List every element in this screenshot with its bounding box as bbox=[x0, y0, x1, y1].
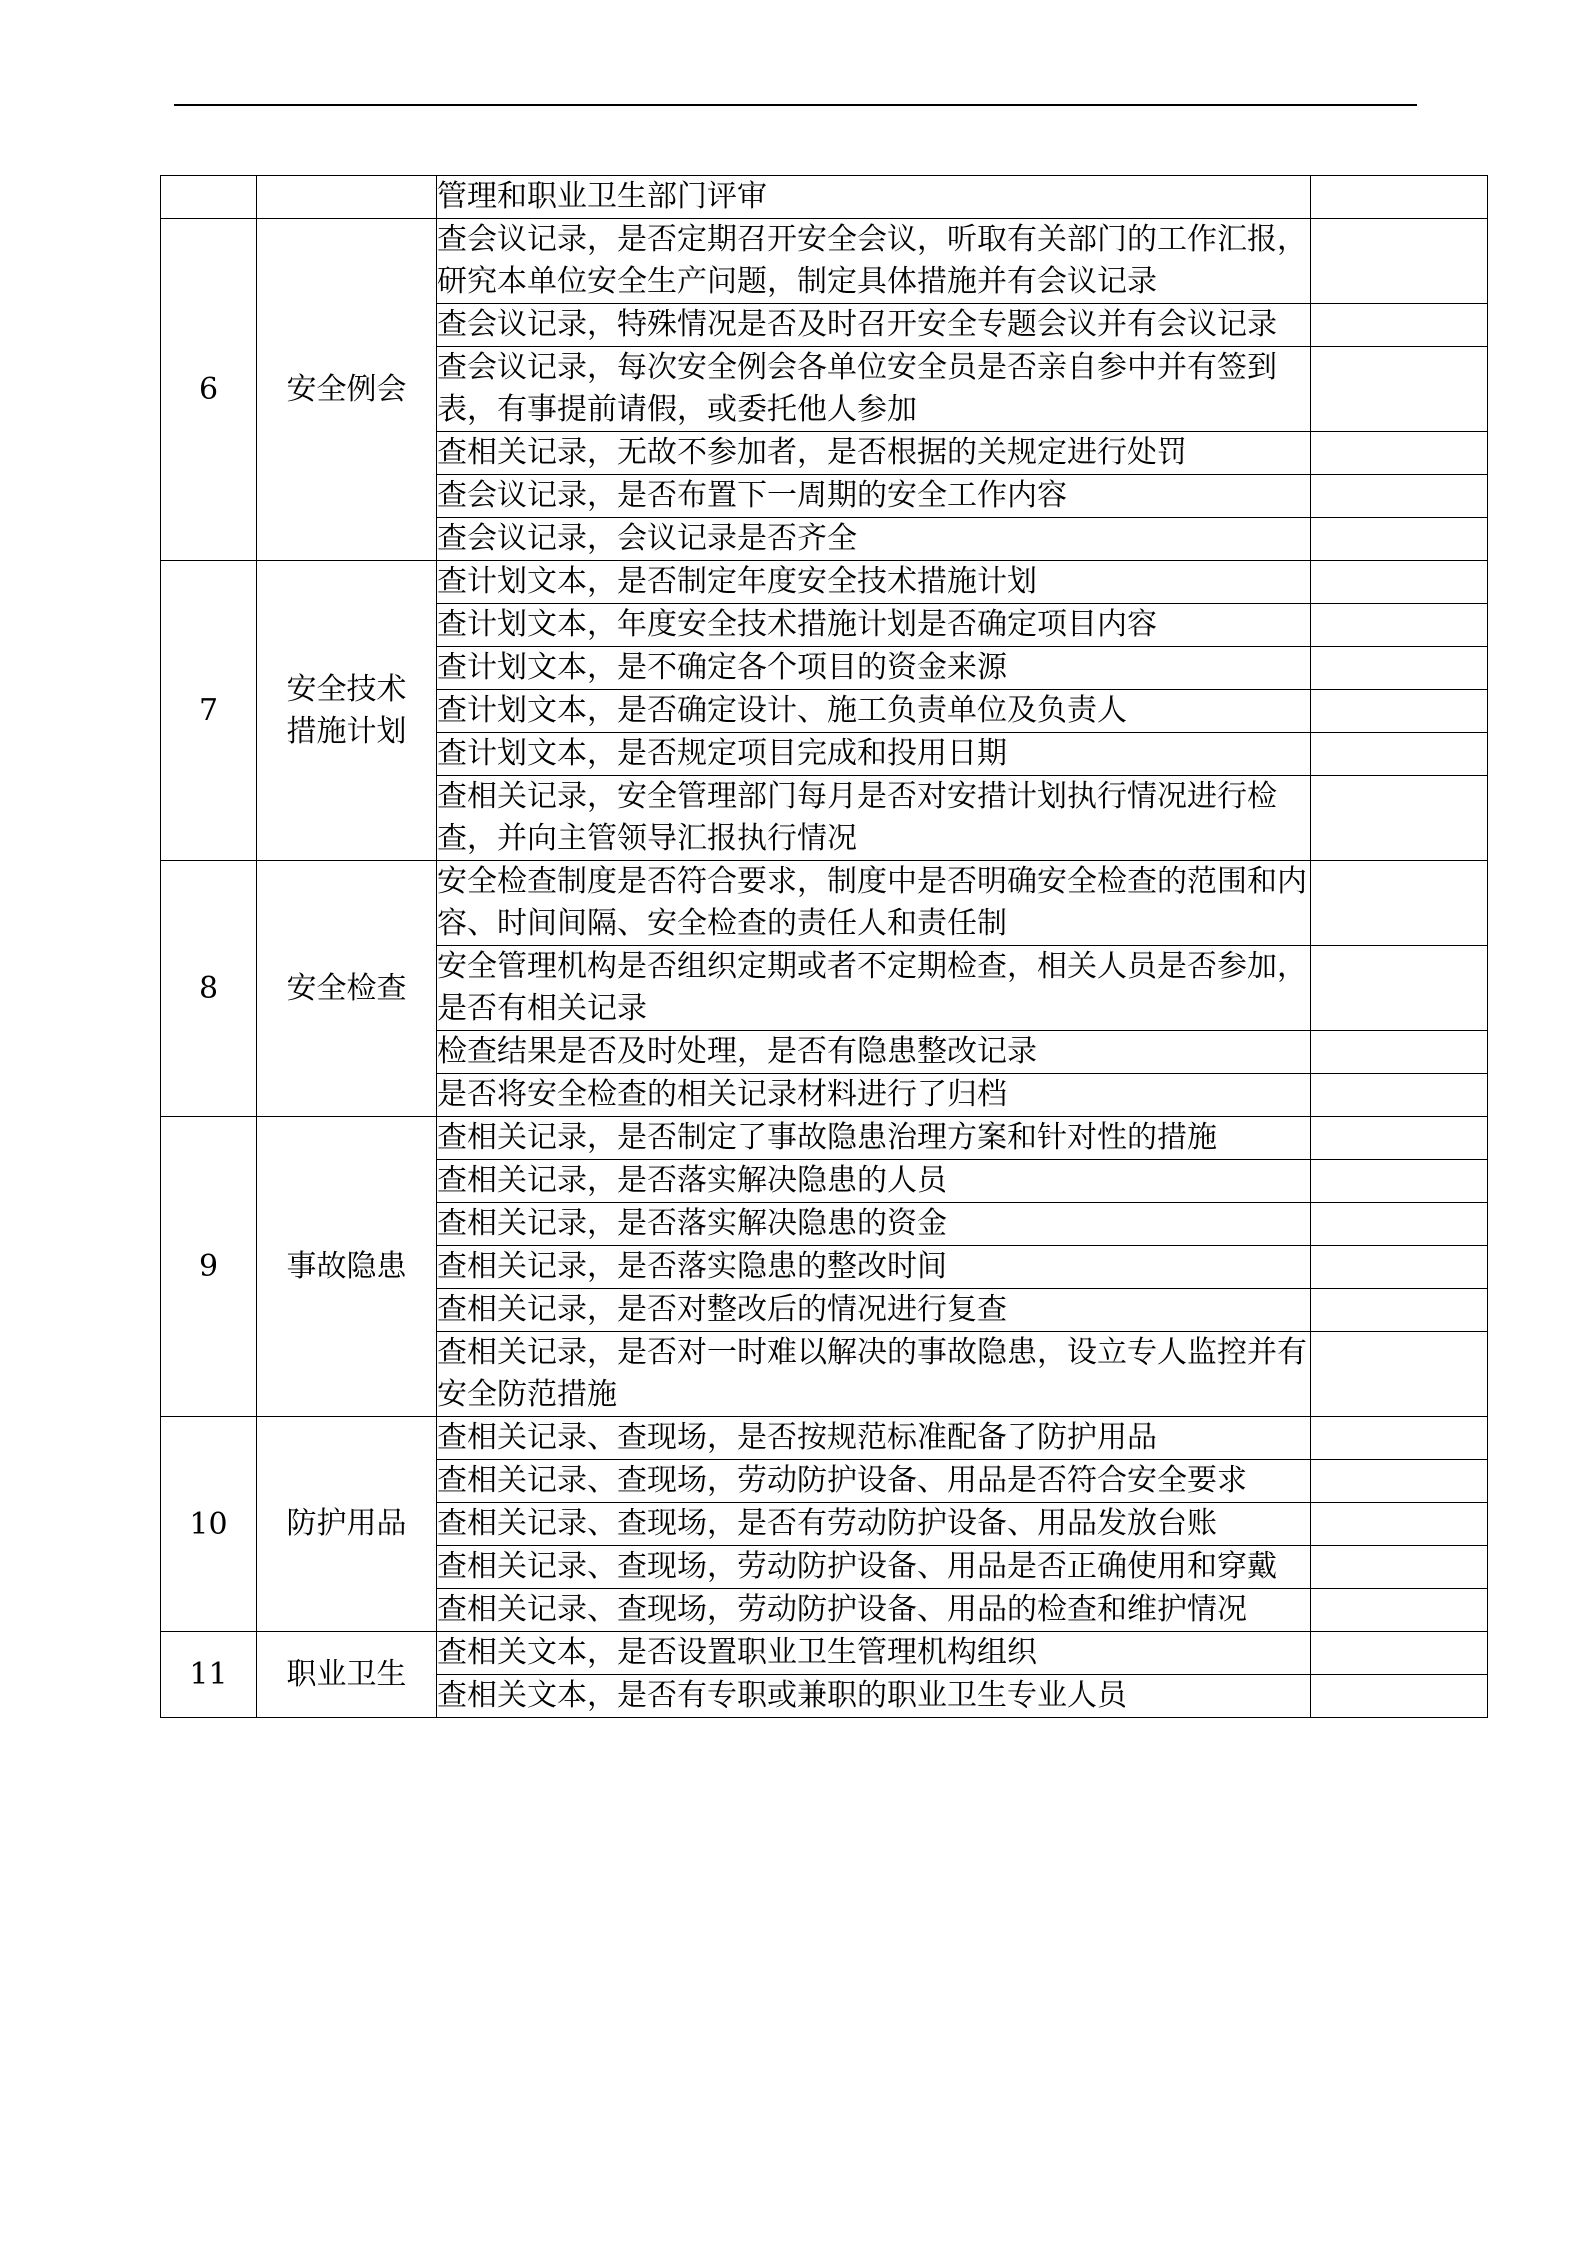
check-item: 查相关记录、查现场，劳动防护设备、用品是否正确使用和穿戴 bbox=[437, 1546, 1311, 1589]
section-category: 职业卫生 bbox=[257, 1632, 437, 1718]
section-category: 事故隐患 bbox=[257, 1117, 437, 1417]
table-row bbox=[161, 561, 1488, 604]
check-item: 查会议记录，会议记录是否齐全 bbox=[437, 518, 1311, 561]
check-item: 安全管理机构是否组织定期或者不定期检查，相关人员是否参加，是否有相关记录 bbox=[437, 946, 1311, 1031]
result-cell bbox=[1311, 1031, 1488, 1074]
result-cell bbox=[1311, 861, 1488, 946]
result-cell bbox=[1311, 347, 1488, 432]
table-row bbox=[161, 861, 1488, 946]
check-item: 查计划文本，是不确定各个项目的资金来源 bbox=[437, 647, 1311, 690]
result-cell bbox=[1311, 518, 1488, 561]
section-number: 10 bbox=[161, 1417, 257, 1632]
check-item: 查相关记录、查现场，是否有劳动防护设备、用品发放台账 bbox=[437, 1503, 1311, 1546]
check-item: 查相关文本，是否设置职业卫生管理机构组织 bbox=[437, 1632, 1311, 1675]
table-row bbox=[161, 1632, 1488, 1675]
result-cell bbox=[1311, 475, 1488, 518]
section-number: 6 bbox=[161, 219, 257, 561]
table-row-continuation bbox=[161, 176, 1488, 219]
category-cell bbox=[257, 176, 437, 219]
section-number: 8 bbox=[161, 861, 257, 1117]
item-cell: 管理和职业卫生部门评审 bbox=[437, 176, 1311, 219]
check-item: 查相关记录，是否落实解决隐患的人员 bbox=[437, 1160, 1311, 1203]
check-item: 查相关记录，安全管理部门每月是否对安措计划执行情况进行检查，并向主管领导汇报执行情况 bbox=[437, 776, 1311, 861]
result-cell bbox=[1311, 1546, 1488, 1589]
header-rule bbox=[174, 104, 1417, 106]
result-cell bbox=[1311, 946, 1488, 1031]
check-item: 查相关记录、查现场，劳动防护设备、用品的检查和维护情况 bbox=[437, 1589, 1311, 1632]
check-item: 查相关记录，是否对整改后的情况进行复查 bbox=[437, 1289, 1311, 1332]
result-cell bbox=[1311, 647, 1488, 690]
result-cell bbox=[1311, 1632, 1488, 1675]
result-cell bbox=[1311, 1289, 1488, 1332]
result-cell bbox=[1311, 1417, 1488, 1460]
safety-checklist-table bbox=[160, 175, 1488, 1718]
check-item: 查会议记录，是否布置下一周期的安全工作内容 bbox=[437, 475, 1311, 518]
check-item: 查相关记录，是否落实解决隐患的资金 bbox=[437, 1203, 1311, 1246]
result-cell bbox=[1311, 776, 1488, 861]
result-cell bbox=[1311, 1589, 1488, 1632]
check-item: 查相关记录，是否制定了事故隐患治理方案和针对性的措施 bbox=[437, 1117, 1311, 1160]
result-cell bbox=[1311, 219, 1488, 304]
result-cell bbox=[1311, 1246, 1488, 1289]
result-cell bbox=[1311, 432, 1488, 475]
result-cell bbox=[1311, 1460, 1488, 1503]
check-item: 是否将安全检查的相关记录材料进行了归档 bbox=[437, 1074, 1311, 1117]
section-number: 9 bbox=[161, 1117, 257, 1417]
check-item: 查相关记录、查现场，劳动防护设备、用品是否符合安全要求 bbox=[437, 1460, 1311, 1503]
check-item: 查相关记录，无故不参加者，是否根据的关规定进行处罚 bbox=[437, 432, 1311, 475]
result-cell bbox=[1311, 1160, 1488, 1203]
check-item: 查相关记录，是否落实隐患的整改时间 bbox=[437, 1246, 1311, 1289]
table-body bbox=[161, 176, 1488, 1718]
table-row bbox=[161, 219, 1488, 304]
check-item: 查相关记录、查现场，是否按规范标准配备了防护用品 bbox=[437, 1417, 1311, 1460]
section-category: 安全技术措施计划 bbox=[257, 561, 437, 861]
section-category: 安全例会 bbox=[257, 219, 437, 561]
check-item: 查计划文本，是否制定年度安全技术措施计划 bbox=[437, 561, 1311, 604]
check-item: 查计划文本，是否规定项目完成和投用日期 bbox=[437, 733, 1311, 776]
check-item: 查会议记录，特殊情况是否及时召开安全专题会议并有会议记录 bbox=[437, 304, 1311, 347]
result-cell bbox=[1311, 604, 1488, 647]
section-category: 防护用品 bbox=[257, 1417, 437, 1632]
table-row bbox=[161, 1417, 1488, 1460]
result-cell bbox=[1311, 1675, 1488, 1718]
section-category: 安全检查 bbox=[257, 861, 437, 1117]
check-item: 安全检查制度是否符合要求，制度中是否明确安全检查的范围和内容、时间间隔、安全检查的责任人和责任制 bbox=[437, 861, 1311, 946]
check-item: 查会议记录，是否定期召开安全会议，听取有关部门的工作汇报，研究本单位安全生产问题，制定具体措施并有会议记录 bbox=[437, 219, 1311, 304]
check-item: 查会议记录，每次安全例会各单位安全员是否亲自参中并有签到表，有事提前请假，或委托他人参加 bbox=[437, 347, 1311, 432]
result-cell bbox=[1311, 690, 1488, 733]
check-item: 检查结果是否及时处理，是否有隐患整改记录 bbox=[437, 1031, 1311, 1074]
section-number: 11 bbox=[161, 1632, 257, 1718]
check-item: 查相关记录，是否对一时难以解决的事故隐患，设立专人监控并有安全防范措施 bbox=[437, 1332, 1311, 1417]
result-cell bbox=[1311, 1203, 1488, 1246]
section-number: 7 bbox=[161, 561, 257, 861]
table-row bbox=[161, 1117, 1488, 1160]
check-item: 查计划文本，是否确定设计、施工负责单位及负责人 bbox=[437, 690, 1311, 733]
result-cell bbox=[1311, 176, 1488, 219]
result-cell bbox=[1311, 1332, 1488, 1417]
result-cell bbox=[1311, 304, 1488, 347]
result-cell bbox=[1311, 733, 1488, 776]
result-cell bbox=[1311, 1074, 1488, 1117]
number-cell bbox=[161, 176, 257, 219]
result-cell bbox=[1311, 1117, 1488, 1160]
result-cell bbox=[1311, 561, 1488, 604]
check-item: 查相关文本，是否有专职或兼职的职业卫生专业人员 bbox=[437, 1675, 1311, 1718]
result-cell bbox=[1311, 1503, 1488, 1546]
check-item: 查计划文本，年度安全技术措施计划是否确定项目内容 bbox=[437, 604, 1311, 647]
